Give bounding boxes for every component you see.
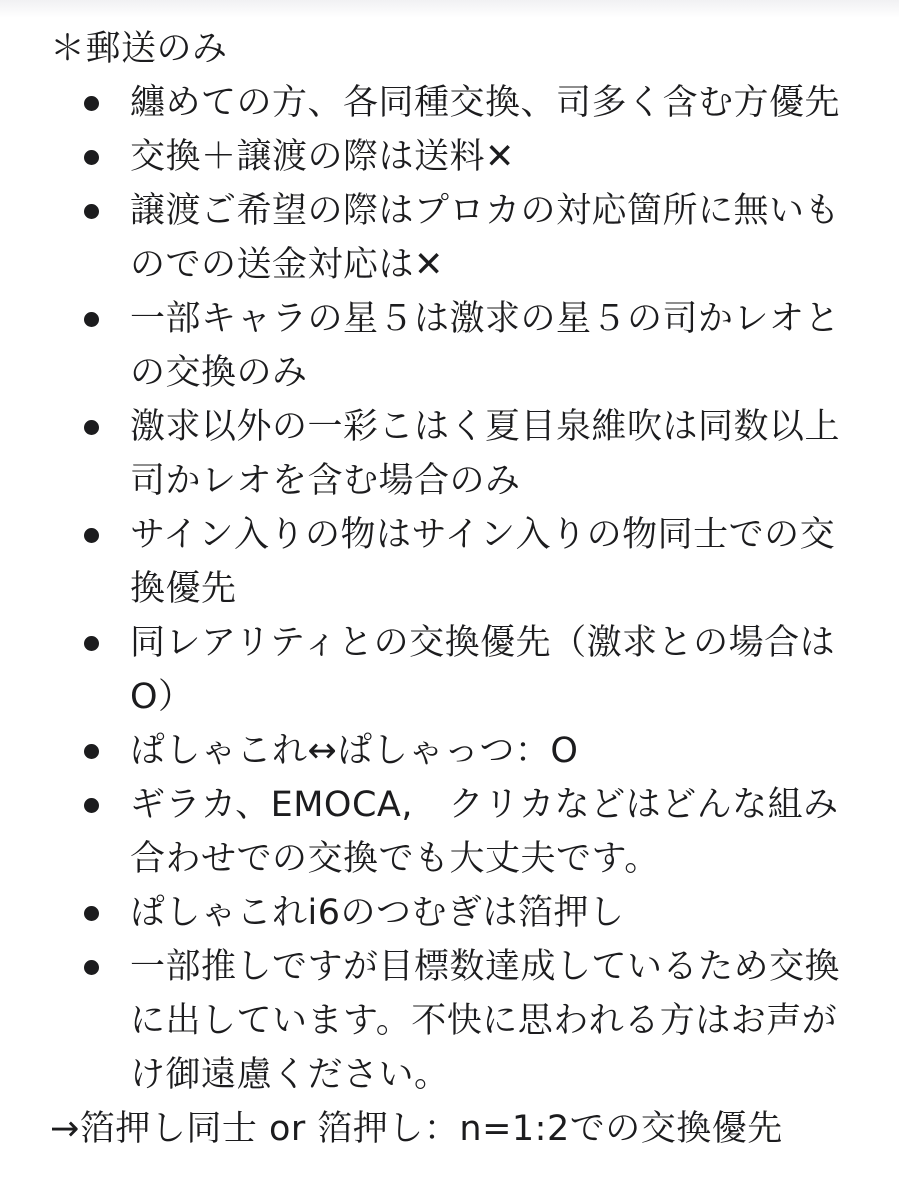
list-item bbox=[0, 724, 850, 778]
bullet-list bbox=[0, 76, 899, 1102]
list-item-text: ぱしゃこれ↔ぱしゃっつ：O bbox=[130, 731, 579, 771]
list-item bbox=[0, 76, 850, 130]
list-item bbox=[0, 130, 850, 184]
list-item bbox=[0, 616, 850, 724]
list-item bbox=[0, 184, 850, 292]
bullet-dot-icon bbox=[84, 420, 99, 435]
bullet-dot-icon bbox=[84, 744, 99, 759]
list-item bbox=[0, 508, 850, 616]
bullet-dot-icon bbox=[84, 906, 99, 921]
note-footer: →箔押し同士 or 箔押し：n=1:2での交換優先 bbox=[50, 1109, 783, 1149]
bullet-dot-icon bbox=[84, 96, 99, 111]
list-item-text: 譲渡ご希望の際はプロカの対応箇所に無いも bbox=[130, 191, 841, 231]
top-shade bbox=[0, 0, 899, 18]
bullet-dot-icon bbox=[84, 312, 99, 327]
bullet-dot-icon bbox=[84, 960, 99, 975]
list-item-text: 同レアリティとの交換優先（激求との場合は bbox=[130, 623, 836, 663]
list-item-text: サイン入りの物はサイン入りの物同士での交 bbox=[130, 515, 836, 555]
list-item-text: の交換のみ bbox=[130, 353, 308, 393]
list-item-text: 換優先 bbox=[130, 569, 237, 609]
list-item-text: ギラカ、EMOCA, クリカなどはどんな組み bbox=[130, 785, 839, 825]
list-item-text: 纏めての方、各同種交換、司多く含む方優先 bbox=[130, 83, 841, 123]
list-item-text: 一部推しですが目標数達成しているため交換 bbox=[130, 947, 841, 987]
list-item-text: に出しています。不快に思われる方はお声が bbox=[130, 1001, 838, 1041]
bullet-dot-icon bbox=[84, 636, 99, 651]
list-item-text: ぱしゃこれi6のつむぎは箔押し bbox=[130, 893, 625, 933]
bullet-dot-icon bbox=[84, 798, 99, 813]
list-item bbox=[0, 940, 850, 1102]
note-body bbox=[0, 22, 899, 1156]
list-item-text: 激求以外の一彩こはく夏目泉維吹は同数以上 bbox=[130, 407, 841, 447]
list-item bbox=[0, 292, 850, 400]
list-item-text: O） bbox=[130, 677, 194, 717]
list-item-text: のでの送金対応は✕ bbox=[130, 245, 444, 285]
bullet-dot-icon bbox=[84, 528, 99, 543]
list-item-text: 司かレオを含む場合のみ bbox=[130, 461, 521, 501]
list-item-text: 交換＋譲渡の際は送料✕ bbox=[130, 137, 515, 177]
list-item-text: け御遠慮ください。 bbox=[130, 1055, 450, 1095]
list-item-text: 合わせでの交換でも大丈夫です。 bbox=[130, 839, 660, 879]
bullet-dot-icon bbox=[84, 150, 99, 165]
note-heading: ＊郵送のみ bbox=[50, 29, 228, 69]
list-item bbox=[0, 778, 850, 886]
list-item bbox=[0, 400, 850, 508]
bullet-dot-icon bbox=[84, 204, 99, 219]
list-item-text: 一部キャラの星５は激求の星５の司かレオと bbox=[130, 299, 841, 339]
list-item bbox=[0, 886, 850, 940]
